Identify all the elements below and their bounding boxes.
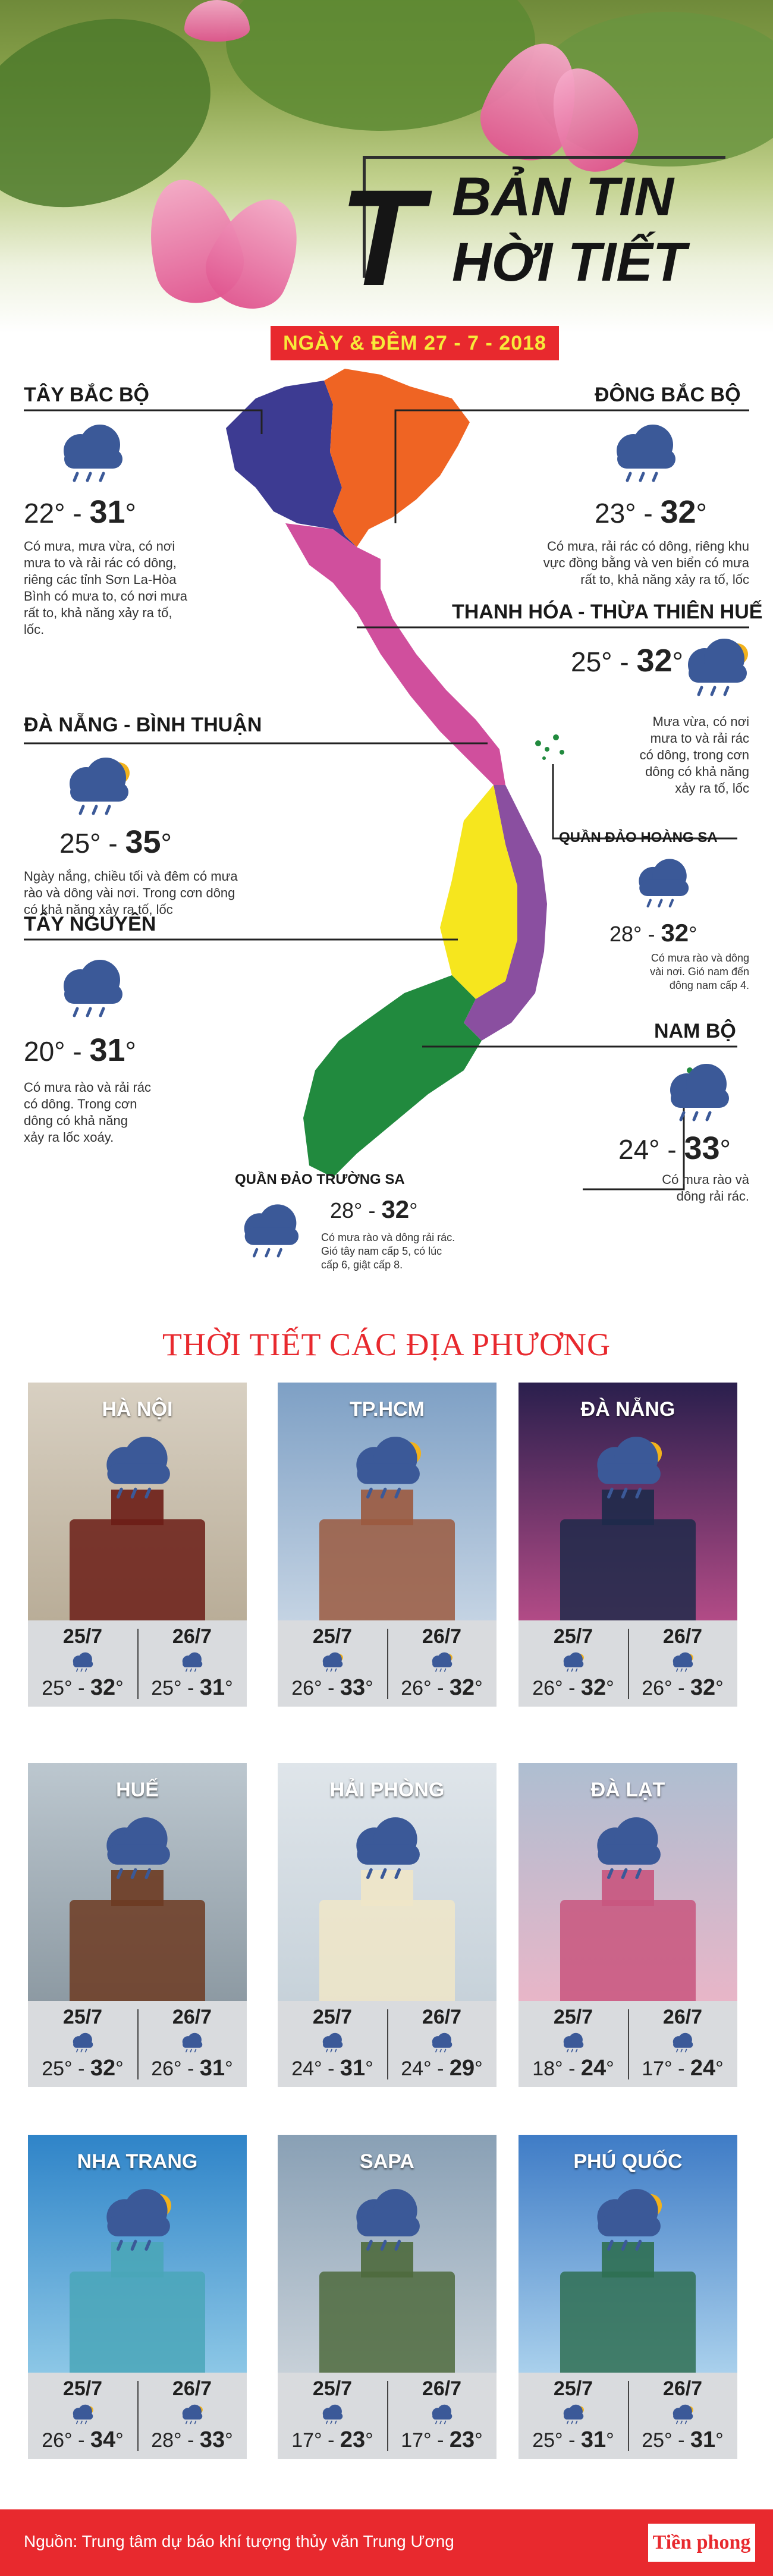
forecast-temp: 25° - 31°: [532, 2427, 614, 2452]
forecast-panel: [519, 2373, 737, 2459]
desc-hoang-sa: Có mưa rào và dông vài nơi. Gió nam đến đông nam cấp 4.: [650, 952, 749, 991]
city-card: [278, 1383, 497, 1707]
forecast-date: 26/7: [422, 2006, 462, 2028]
local-weather-heading: THỜI TIẾT CÁC ĐỊA PHƯƠNG: [162, 1327, 611, 1362]
forecast-date: 26/7: [662, 2006, 703, 2028]
forecast-temp: 24° - 29°: [401, 2056, 483, 2081]
city-name: HẢI PHÒNG: [329, 1779, 445, 1801]
region-title-thanh-hoa: THANH HÓA - THỪA THIÊN HUẾ: [452, 601, 763, 623]
city-card: [28, 1383, 247, 1707]
city-name: ĐÀ NẴNG: [580, 1398, 675, 1421]
temp-dong-bac: 23° - 32°: [595, 494, 707, 530]
region-nam-bo: [303, 975, 482, 1177]
forecast-temp: 26° - 33°: [291, 1675, 373, 1700]
desc-tay-nguyen: Có mưa rào và rải rác có dông. Trong cơn dông có khả năng xảy ra lốc xoáy.: [24, 1080, 152, 1145]
city-name: HÀ NỘI: [102, 1398, 173, 1421]
forecast-date: 25/7: [62, 1625, 103, 1648]
tien-phong-logo: Tiền phong: [648, 2524, 755, 2562]
forecast-date: 25/7: [312, 2377, 353, 2400]
cloud-sun-rain-icon: [670, 2404, 696, 2429]
desc-truong-sa: Có mưa rào và dông rải rác. Gió tây nam cấp 5, có lúc cấp 6, giật cấp 8.: [321, 1232, 455, 1271]
cloud-sun-rain-icon: [345, 1434, 429, 1508]
temp-thanh-hoa: 25° - 32°: [571, 643, 683, 678]
region-dong-bac: [324, 369, 470, 547]
forecast-temp: 17° - 23°: [291, 2427, 373, 2452]
desc-da-nang: Ngày nắng, chiều tối và đêm có mưa rào và dông vài nơi. Trong cơn dông có khả năng xảy ra tố, lốc: [24, 869, 238, 917]
forecast-panel: [278, 2001, 497, 2087]
cloud-sun-rain-icon: [560, 2404, 586, 2429]
forecast-panel: [278, 2373, 497, 2459]
forecast-date: 25/7: [312, 1625, 353, 1648]
city-landmark: [70, 1900, 205, 2001]
cloud-rain-icon: [96, 1434, 179, 1508]
forecast-panel: [519, 2001, 737, 2087]
city-landmark: [319, 2272, 455, 2373]
cloud-sun-rain-icon: [586, 1434, 670, 1508]
region-title-dong-bac: ĐÔNG BẮC BỘ: [595, 384, 741, 406]
forecast-date: 26/7: [172, 1625, 212, 1648]
cloud-rain-icon: [319, 2404, 345, 2429]
cloud-rain-icon: [560, 2032, 586, 2057]
vietnam-weather-map: [0, 333, 773, 1296]
cloud-rain-icon: [54, 422, 131, 488]
city-card: [519, 1383, 737, 1707]
title-line1: BẢN TIN: [452, 167, 674, 227]
cloud-rain-icon: [586, 1814, 670, 1889]
city-card: [28, 1763, 247, 2087]
city-landmark: [319, 1519, 455, 1620]
region-title-hoang-sa: QUẦN ĐẢO HOÀNG SA: [559, 830, 718, 846]
city-name: NHA TRANG: [77, 2150, 198, 2173]
city-landmark: [560, 1900, 696, 2001]
forecast-date: 25/7: [62, 2377, 103, 2400]
header-banner: [0, 0, 773, 333]
source-text: Nguồn: Trung tâm dự báo khí tượng thủy văn Trung Ương: [24, 2532, 454, 2550]
city-card: [278, 1763, 497, 2087]
temp-nam-bo: 24° - 33°: [618, 1130, 731, 1166]
city-card: [278, 2135, 497, 2459]
footer: [0, 2509, 773, 2576]
city-card: [519, 2135, 737, 2459]
city-name: SAPA: [360, 2150, 414, 2173]
forecast-temp: 25° - 31°: [151, 1675, 233, 1700]
city-landmark: [560, 2272, 696, 2373]
cloud-rain-icon: [670, 2032, 696, 2057]
city-name: HUẾ: [116, 1779, 159, 1801]
region-title-tay-bac: TÂY BẮC BỘ: [24, 384, 149, 406]
city-name: ĐÀ LẠT: [590, 1779, 665, 1801]
temp-truong-sa: 28° - 32°: [330, 1195, 418, 1223]
city-card: [28, 2135, 247, 2459]
cloud-rain-icon: [660, 1061, 737, 1127]
cloud-rain-icon: [179, 1651, 205, 1677]
forecast-temp: 28° - 33°: [151, 2427, 233, 2452]
forecast-temp: 25° - 32°: [42, 1675, 124, 1700]
forecast-temp: 26° - 31°: [151, 2056, 233, 2081]
cloud-rain-icon: [54, 957, 131, 1023]
forecast-temp: 17° - 24°: [642, 2056, 724, 2081]
date-bar: NGÀY & ĐÊM 27 - 7 - 2018: [271, 326, 559, 360]
forecast-panel: [278, 1620, 497, 1707]
city-card: [519, 1763, 737, 2087]
cloud-rain-icon: [319, 2032, 345, 2057]
region-title-da-nang: ĐÀ NẴNG - BÌNH THUẬN: [24, 714, 262, 736]
forecast-temp: 24° - 31°: [291, 2056, 373, 2081]
cloud-sun-rain-icon: [670, 1651, 696, 1677]
forecast-temp: 26° - 32°: [642, 1675, 724, 1700]
cloud-sun-rain-icon: [560, 1651, 586, 1677]
temp-tay-bac: 22° - 31°: [24, 494, 136, 530]
cloud-rain-icon: [345, 1814, 429, 1889]
forecast-date: 26/7: [172, 2006, 212, 2028]
hoang-sa-islands: [535, 734, 564, 760]
city-landmark: [319, 1900, 455, 2001]
city-name: PHÚ QUỐC: [573, 2150, 683, 2173]
cloud-sun-rain-icon: [70, 2404, 96, 2429]
cloud-rain-icon: [96, 1814, 179, 1889]
cloud-rain-icon: [429, 2032, 455, 2057]
temp-hoang-sa: 28° - 32°: [609, 919, 697, 947]
cloud-sun-rain-icon: [429, 1651, 455, 1677]
city-name: TP.HCM: [350, 1398, 425, 1421]
cloud-rain-icon: [179, 2032, 205, 2057]
cloud-sun-rain-icon: [678, 636, 755, 702]
forecast-temp: 18° - 24°: [532, 2056, 614, 2081]
forecast-date: 26/7: [172, 2377, 212, 2400]
forecast-date: 26/7: [422, 1625, 462, 1648]
forecast-temp: 25° - 32°: [42, 2056, 124, 2081]
temp-tay-nguyen: 20° - 31°: [24, 1032, 136, 1068]
region-title-truong-sa: QUẦN ĐẢO TRƯỜNG SA: [235, 1171, 405, 1188]
forecast-temp: 26° - 32°: [401, 1675, 483, 1700]
forecast-date: 25/7: [553, 2006, 593, 2028]
forecast-date: 25/7: [62, 2006, 103, 2028]
cloud-sun-rain-icon: [179, 2404, 205, 2429]
cloud-sun-rain-icon: [319, 1651, 345, 1677]
forecast-panel: [28, 2373, 247, 2459]
forecast-temp: 26° - 34°: [42, 2427, 124, 2452]
forecast-date: 26/7: [662, 1625, 703, 1648]
region-title-nam-bo: NAM BỘ: [654, 1020, 736, 1042]
forecast-date: 25/7: [553, 2377, 593, 2400]
forecast-date: 25/7: [312, 2006, 353, 2028]
cloud-rain-icon: [607, 422, 684, 488]
forecast-panel: [28, 1620, 247, 1707]
city-landmark: [70, 2272, 205, 2373]
forecast-panel: [28, 2001, 247, 2087]
title-big-letter: T: [339, 161, 423, 314]
forecast-date: 25/7: [553, 1625, 593, 1648]
cloud-rain-icon: [70, 2032, 96, 2057]
desc-thanh-hoa: Mưa vừa, có nơi mưa to và rải rác có dông, trong cơn dông có khả năng xảy ra tố, lốc: [639, 714, 749, 796]
cloud-sun-rain-icon: [59, 755, 137, 821]
cloud-rain-icon: [345, 2186, 429, 2260]
cloud-rain-icon: [70, 1651, 96, 1677]
cloud-rain-icon: [630, 856, 696, 913]
desc-nam-bo: Có mưa rào và dông rải rác.: [662, 1172, 749, 1204]
cloud-sun-rain-icon: [586, 2186, 670, 2260]
forecast-temp: 26° - 32°: [532, 1675, 614, 1700]
title-line2: HỜI TIẾT: [452, 232, 686, 293]
forecast-date: 26/7: [422, 2377, 462, 2400]
cloud-rain-icon: [429, 2404, 455, 2429]
forecast-temp: 17° - 23°: [401, 2427, 483, 2452]
temp-da-nang: 25° - 35°: [59, 824, 172, 860]
cloud-sun-rain-icon: [96, 2186, 179, 2260]
region-title-tay-nguyen: TÂY NGUYÊN: [24, 913, 156, 935]
desc-dong-bac: Có mưa, rải rác có dông, riêng khu vực đồng bằng và ven biển có mưa rất to, khả năng xảy ra tố, lốc: [543, 539, 749, 587]
city-landmark: [560, 1519, 696, 1620]
forecast-temp: 25° - 31°: [642, 2427, 724, 2452]
forecast-panel: [519, 1620, 737, 1707]
city-landmark: [70, 1519, 205, 1620]
forecast-date: 26/7: [662, 2377, 703, 2400]
desc-tay-bac: Có mưa, mưa vừa, có nơi mưa to và rải rác có dông, riêng các tỉnh Sơn La-Hòa Bình có mưa to, có nơi mưa rất to, khả năng xảy ra tố, lốc.: [24, 539, 187, 637]
cloud-rain-icon: [235, 1201, 306, 1264]
